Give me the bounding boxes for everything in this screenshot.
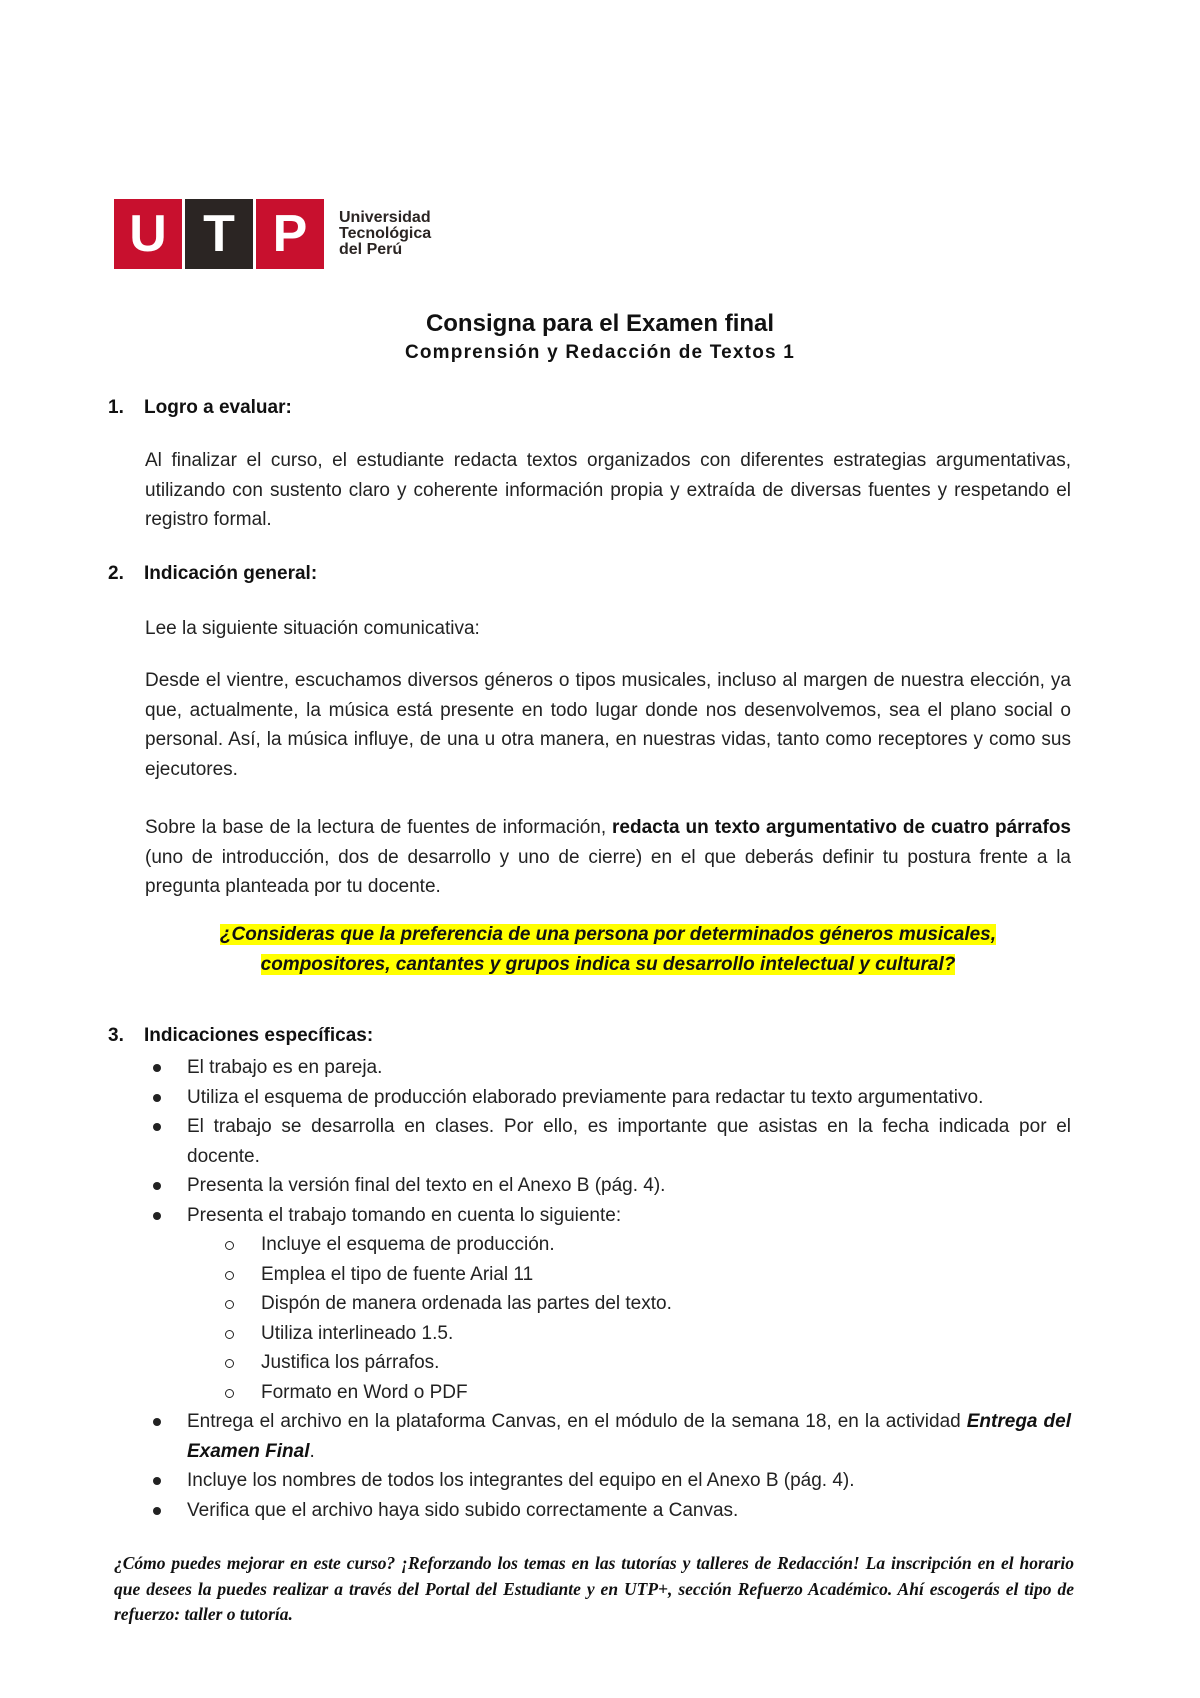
task-text-bold: redacta un texto argumentativo de cuatro párrafos: [612, 817, 1071, 838]
list-item: Presenta la versión final del texto en el Anexo B (pág. 4).: [145, 1171, 1071, 1201]
list-item: Utiliza el esquema de producción elaborado previamente para redactar tu texto argumentativo.: [145, 1083, 1071, 1113]
task-text-start: Sobre la base de la lectura de fuentes de información,: [145, 817, 613, 838]
sub-list-item: Dispón de manera ordenada las partes del texto.: [187, 1289, 1071, 1319]
sub-list-item: Justifica los párrafos.: [187, 1348, 1071, 1378]
sub-list-item: Formato en Word o PDF: [187, 1378, 1071, 1408]
sub-list-item: Emplea el tipo de fuente Arial 11: [187, 1260, 1071, 1290]
list-item-text: Presenta el trabajo tomando en cuenta lo siguiente:: [187, 1204, 622, 1226]
section-2-heading: [108, 563, 317, 585]
task-text-end: (uno de introducción, dos de desarrollo y uno de cierre) en el que deberás definir tu postura frente a la pregunta planteada por tu docente.: [145, 846, 1071, 897]
list-item: [145, 1407, 1071, 1466]
sub-list-item: Incluye el esquema de producción.: [187, 1230, 1071, 1260]
logo-letter-u: U: [114, 199, 182, 269]
sub-list-item: Utiliza interlineado 1.5.: [187, 1319, 1071, 1349]
question-line-1: ¿Consideras que la preferencia de una persona por determinados géneros musicales,: [219, 924, 997, 945]
logo-text-line-2: Tecnológica: [339, 225, 432, 242]
section-3-title: Indicaciones específicas:: [144, 1025, 374, 1046]
section-3-heading: [108, 1025, 373, 1047]
document-subtitle: Comprensión y Redacción de Textos 1: [404, 342, 796, 363]
section-1-number: 1.: [108, 397, 124, 418]
tutoring-footer-note: ¿Cómo puedes mejorar en este curso? ¡Reforzando los temas en las tutorías y talleres de Redacción! La inscripción en el horario que desees la puedes realizar a través del Portal del Estudiante y en UTP+, sección Refuerzo Académico. Ahí escogerás el tipo de refuerzo: taller o tutoría.: [114, 1553, 1074, 1624]
utp-logo: [114, 199, 431, 269]
list-item-text-end: .: [309, 1440, 315, 1462]
guiding-question: [145, 920, 1071, 979]
section-1-text: Al finalizar el curso, el estudiante redacta textos organizados con diferentes estrategias argumentativas, utilizando con sustento claro y coherente información propia y extraída de diversas fuentes y respetando el registro formal.: [145, 450, 1071, 530]
section-2-intro: Lee la siguiente situación comunicativa:: [145, 618, 480, 639]
question-line-2: compositores, cantantes y grupos indica su desarrollo intelectual y cultural?: [260, 953, 956, 975]
logo-university-name: [339, 210, 431, 258]
logo-text-line-3: del Perú: [339, 241, 403, 258]
section-2-situation: Desde el vientre, escuchamos diversos géneros o tipos musicales, incluso al margen de nuestra elección, ya que, actualmente, la música está presente en todo lugar donde nos desenvolvemos, sea el plano social o personal. Así, la música influye, de una u otra manera, en nuestras vidas, tanto como receptores y como sus ejecutores.: [145, 670, 1071, 780]
list-item: Verifica que el archivo haya sido subido correctamente a Canvas.: [145, 1496, 1071, 1526]
logo-letter-t: T: [185, 199, 253, 269]
format-requirements-sublist: [187, 1230, 1071, 1407]
section-1-heading: [108, 397, 292, 419]
list-item: El trabajo es en pareja.: [145, 1053, 1071, 1083]
section-2-task: [145, 813, 1071, 902]
section-1-title: Logro a evaluar:: [144, 397, 292, 418]
specific-instructions-list: [145, 1053, 1071, 1525]
activity-name: Entrega del Examen Final: [187, 1411, 1071, 1462]
document-title: Consigna para el Examen final: [425, 310, 775, 337]
section-2-number: 2.: [108, 563, 124, 584]
logo-letter-p: P: [256, 199, 324, 269]
section-2-title: Indicación general:: [144, 563, 318, 584]
list-item-with-sublist: [145, 1201, 1071, 1408]
list-item-text-start: Entrega el archivo en la plataforma Canvas, en el módulo de la semana 18, en la actividad: [187, 1411, 967, 1432]
list-item: El trabajo se desarrolla en clases. Por ello, es importante que asistas en la fecha indicada por el docente.: [145, 1112, 1071, 1171]
list-item: Incluye los nombres de todos los integrantes del equipo en el Anexo B (pág. 4).: [145, 1466, 1071, 1496]
section-3-number: 3.: [108, 1025, 124, 1046]
logo-text-line-1: Universidad: [339, 209, 431, 226]
